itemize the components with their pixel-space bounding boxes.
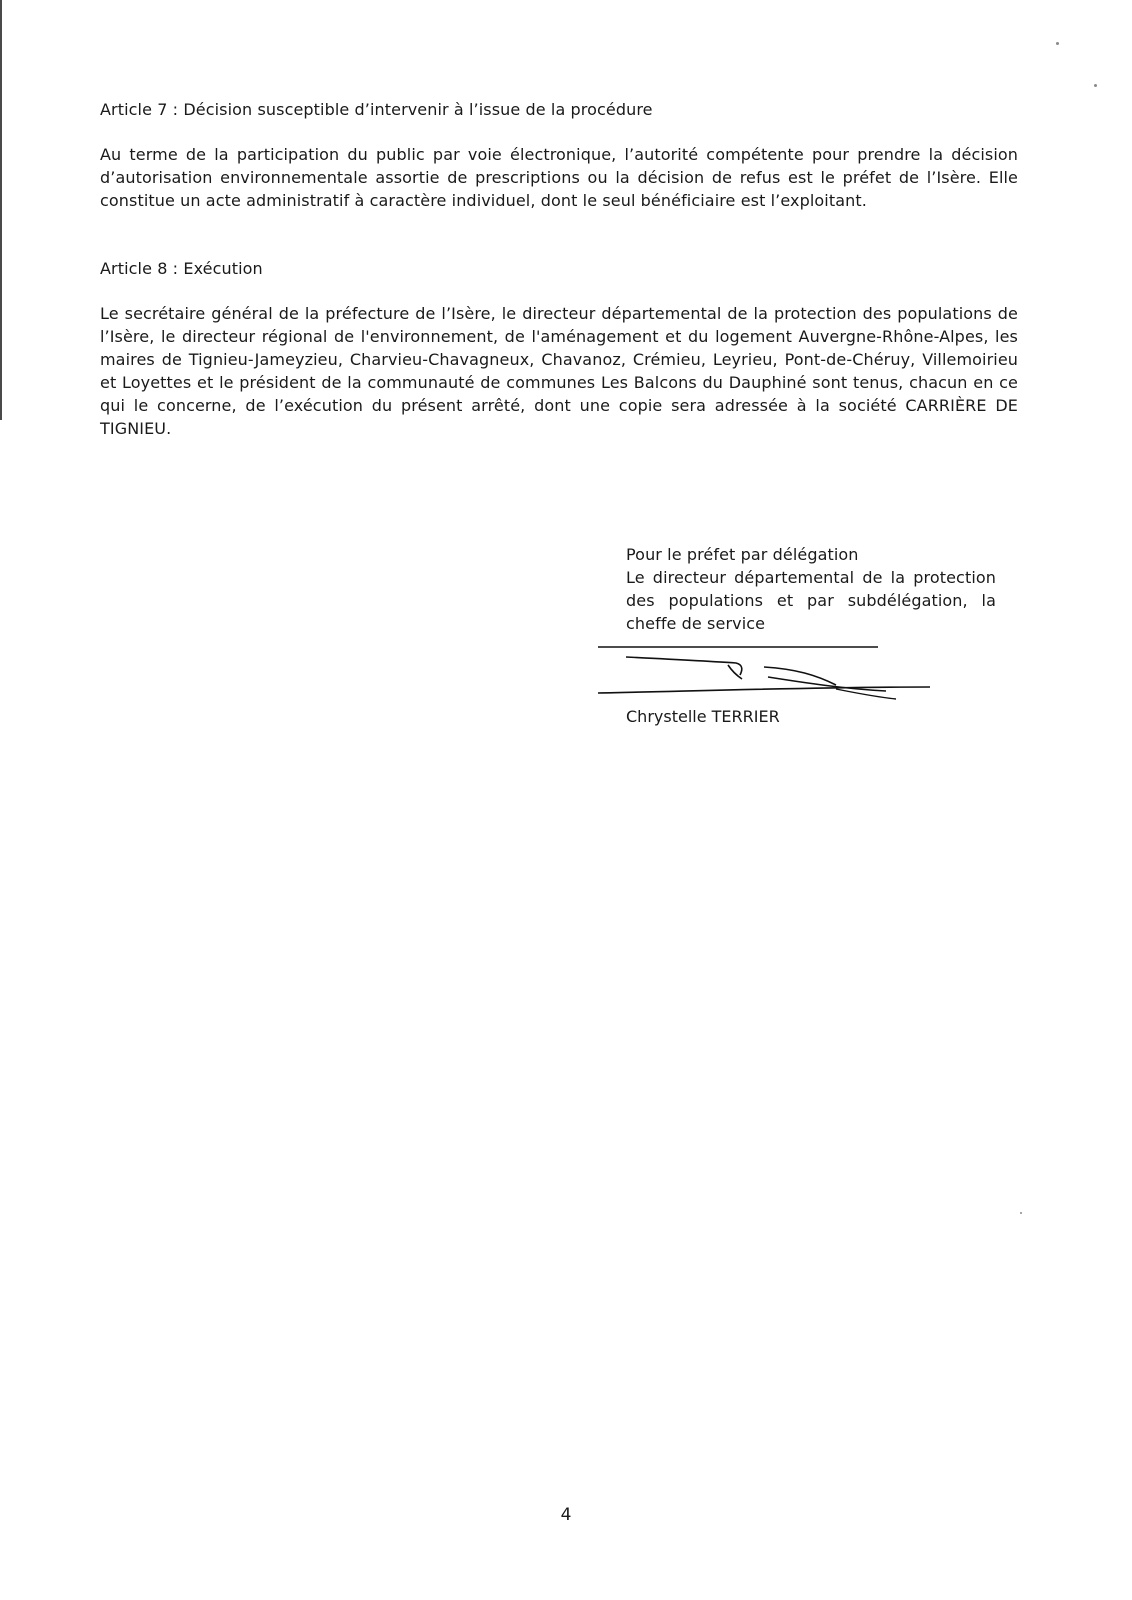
scan-speck	[1056, 42, 1059, 45]
article7-body: Au terme de la participation du public par voie électronique, l’autorité compétente pour prendre la décision d’autorisation environnementale assortie de prescriptions ou la décision de refus est le préfet de l’Isère. Elle constitue un acte administratif à caractère individuel, dont le seul bénéficiaire est l’exploitant.	[100, 145, 1018, 210]
handwritten-signature	[596, 641, 936, 703]
article8-body: Le secrétaire général de la préfecture de l’Isère, le directeur départemental de la protection des populations de l’Isère, le directeur régional de l'environnement, de l'aménagement et du logement Auvergne-Rhône-Alpes, les maires de Tignieu-Jameyzieu, Charvieu-Chavagneux, Chavanoz, Crémieu, Leyrieu, Pont-de-Chéruy, Villemoirieu et Loyettes et le président de la communauté de communes Les Balcons du Dauphiné sont tenus, chacun en ce qui le concerne, de l’exécution du présent arrêté, dont une copie sera adressée à la société CARRIÈRE DE TIGNIEU.	[100, 304, 1018, 438]
scan-edge	[0, 0, 2, 420]
scan-speck	[1094, 84, 1097, 87]
scan-speck	[1020, 1212, 1022, 1214]
document-body	[100, 98, 1018, 440]
article7-heading: Article 7 : Décision susceptible d’intervenir à l’issue de la procédure	[100, 100, 653, 119]
signature-title: Le directeur départemental de la protection des populations et par subdélégation, la cheffe de service	[626, 568, 996, 633]
signatory-name: Chrystelle TERRIER	[626, 707, 780, 726]
page-number: 4	[560, 1505, 572, 1525]
signature-delegation: Pour le préfet par délégation	[626, 545, 859, 564]
article8-heading: Article 8 : Exécution	[100, 259, 263, 278]
signature-block	[626, 543, 996, 728]
